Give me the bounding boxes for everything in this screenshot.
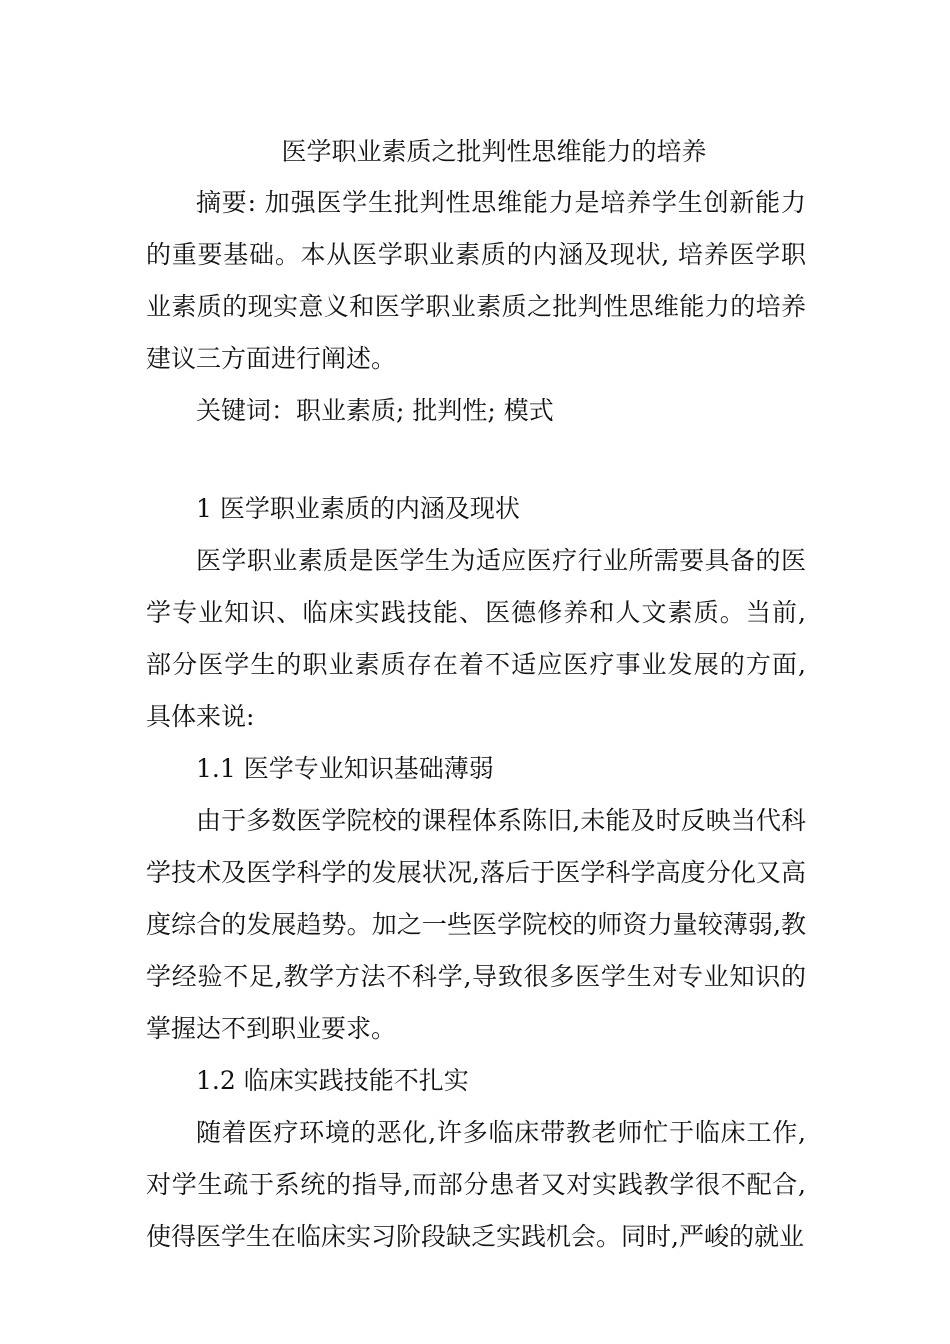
section-spacer — [146, 437, 806, 483]
section-1-heading: 1 医学职业素质的内涵及现状 — [196, 494, 520, 523]
section-1-paragraph: 医学职业素质是医学生为适应医疗行业所需要具备的医学专业知识、临床实践技能、医德修养和人文素质。当前, 部分医学生的职业素质存在着不适应医疗事业发展的方面, 具体来说: — [146, 546, 806, 731]
document-title: 医学职业素质之批判性思维能力的培养 — [281, 137, 707, 166]
keywords-line: 关键词：职业素质; 批判性; 模式 — [196, 396, 554, 425]
section-1-2-paragraph: 随着医疗环境的恶化,许多临床带教老师忙于临床工作,对学生疏于系统的指导,而部分患者又对实践教学很不配合,使得医学生在临床实习阶段缺乏实践机会。同时,严峻的就业 — [146, 1118, 806, 1251]
section-1-1-heading: 1.1 医学专业知识基础薄弱 — [196, 754, 494, 783]
document-body — [146, 127, 806, 1263]
section-1-1-paragraph: 由于多数医学院校的课程体系陈旧,未能及时反映当代科学技术及医学科学的发展状况,落后于医学科学高度分化又高度综合的发展趋势。加之一些医学院校的师资力量较薄弱,教学经验不足,教学方法不科学,导致很多医学生对专业知识的掌握达不到职业要求。 — [146, 806, 806, 1043]
abstract-paragraph: 摘要: 加强医学生批判性思维能力是培养学生创新能力的重要基础。本从医学职业素质的内涵及现状, 培养医学职业素质的现实意义和医学职业素质之批判性思维能力的培养建议三方面进行阐述。 — [146, 188, 806, 373]
section-1-2-heading: 1.2 临床实践技能不扎实 — [196, 1066, 469, 1095]
